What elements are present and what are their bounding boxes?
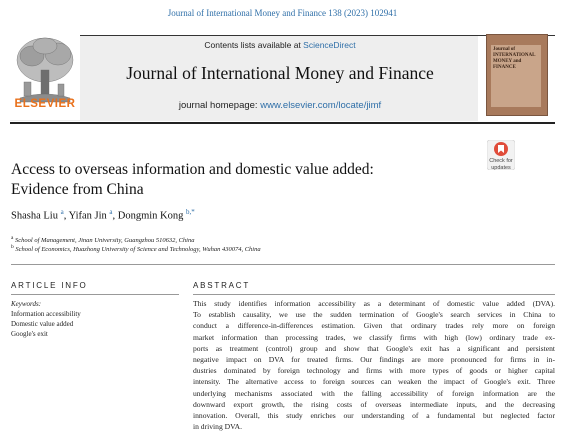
crossmark-label-line1: Check for [489, 158, 513, 164]
contents-availability-line [82, 40, 478, 50]
journal-homepage-link[interactable]: www.elsevier.com/locate/jimf [260, 100, 382, 111]
article-info-rule [11, 294, 179, 295]
abstract-heading: ABSTRACT [193, 281, 251, 290]
sciencedirect-link[interactable]: ScienceDirect [303, 40, 356, 50]
affiliation [11, 235, 195, 244]
affiliation-marker: b [11, 244, 14, 250]
keywords-label: Keywords: [11, 300, 42, 308]
keyword[interactable]: Domestic value added [11, 320, 74, 328]
affiliation [11, 244, 261, 253]
header-bottom-rule [10, 122, 555, 124]
abstract-line: dustries dominated by foreign technology and firms with more types of goods or higher capital [193, 366, 555, 376]
abstract-line: This study identifies information accessibility as a determinant of domestic value added (DVA). [193, 299, 555, 308]
crossmark-label-line2: updates [491, 164, 511, 171]
article-title [11, 160, 471, 200]
contents-prefix: Contents lists available at [204, 40, 304, 50]
author-name[interactable]: Shasha Liu [11, 210, 58, 222]
author-affiliation-marker[interactable]: a [60, 208, 64, 216]
keyword[interactable]: Information accessibility [11, 310, 81, 318]
abstract-line: underlying mechanisms associated with the falling accessibility of foreign information are the [193, 388, 555, 398]
affiliation-text: School of Management, Jinan University, Guangzhou 510632, China [15, 237, 195, 245]
journal-cover-thumbnail[interactable] [486, 34, 548, 116]
article-title-line2: Evidence from China [11, 181, 144, 198]
article-info-heading: ARTICLE INFO [11, 281, 88, 290]
abstract-line: conduct a difference-in-differences estimation. Given that ordinary trades rely more on foreign [193, 321, 555, 331]
author-name[interactable]: Dongmin Kong [117, 210, 184, 222]
article-title-line1: Access to overseas information and domestic value added: [11, 161, 374, 178]
abstract-line: in driving DVA. [193, 422, 243, 432]
affiliation-marker: a [11, 235, 14, 241]
author-name[interactable]: Yifan Jin [68, 210, 107, 222]
author-list: Shasha Liu $^a$, Yifan Jin $^a$, Dongmin Kong $^{b,*}$ [11, 208, 195, 222]
abstract-line: ports as treatment (control) group and show that Google's exit has a significant and persistent [193, 343, 555, 353]
journal-citation[interactable]: Journal of International Money and Finance 138 (2023) 102941 [167, 8, 398, 18]
author-affiliation-marker[interactable]: b,* [186, 208, 195, 216]
cover-title: Journal of INTERNATIONAL MONEY and FINANCE [493, 47, 536, 70]
abstract-line: innovation. Overall, this study enriches our understanding of a fundamental but neglected factor [193, 411, 555, 421]
homepage-prefix: journal homepage: [178, 100, 261, 111]
affiliation-text: School of Economics, Huazhong University of Science and Technology, Wuhan 430074, China [15, 246, 261, 254]
abstract-line: downward export growth, the rising costs of overseas intermediate inputs, and the decreasing [193, 399, 555, 409]
abstract-line: market information than processing trades, we classify firms with high (low) ordinary trade ex- [193, 332, 555, 342]
journal-title: Journal of International Money and Finance [126, 63, 434, 83]
abstract-line: intensity. The alternative access to foreign sources can weaken the impact of Google's exit. Three [193, 377, 555, 387]
elsevier-wordmark: ELSEVIER [14, 98, 76, 110]
crossmark-label[interactable] [478, 158, 524, 171]
abstract-line: negative impact on DVA for treated firms. Our findings are more pronounced for firms in in- [193, 355, 555, 365]
abstract-body [193, 298, 555, 432]
abstract-rule [193, 294, 555, 295]
section-divider [11, 264, 555, 265]
abstract-line: To establish causality, we use the sudden termination of Google's search services in China to [193, 310, 555, 320]
journal-homepage-line [82, 100, 478, 111]
author-affiliation-marker[interactable]: a [109, 208, 113, 216]
keyword[interactable]: Google's exit [11, 330, 48, 338]
